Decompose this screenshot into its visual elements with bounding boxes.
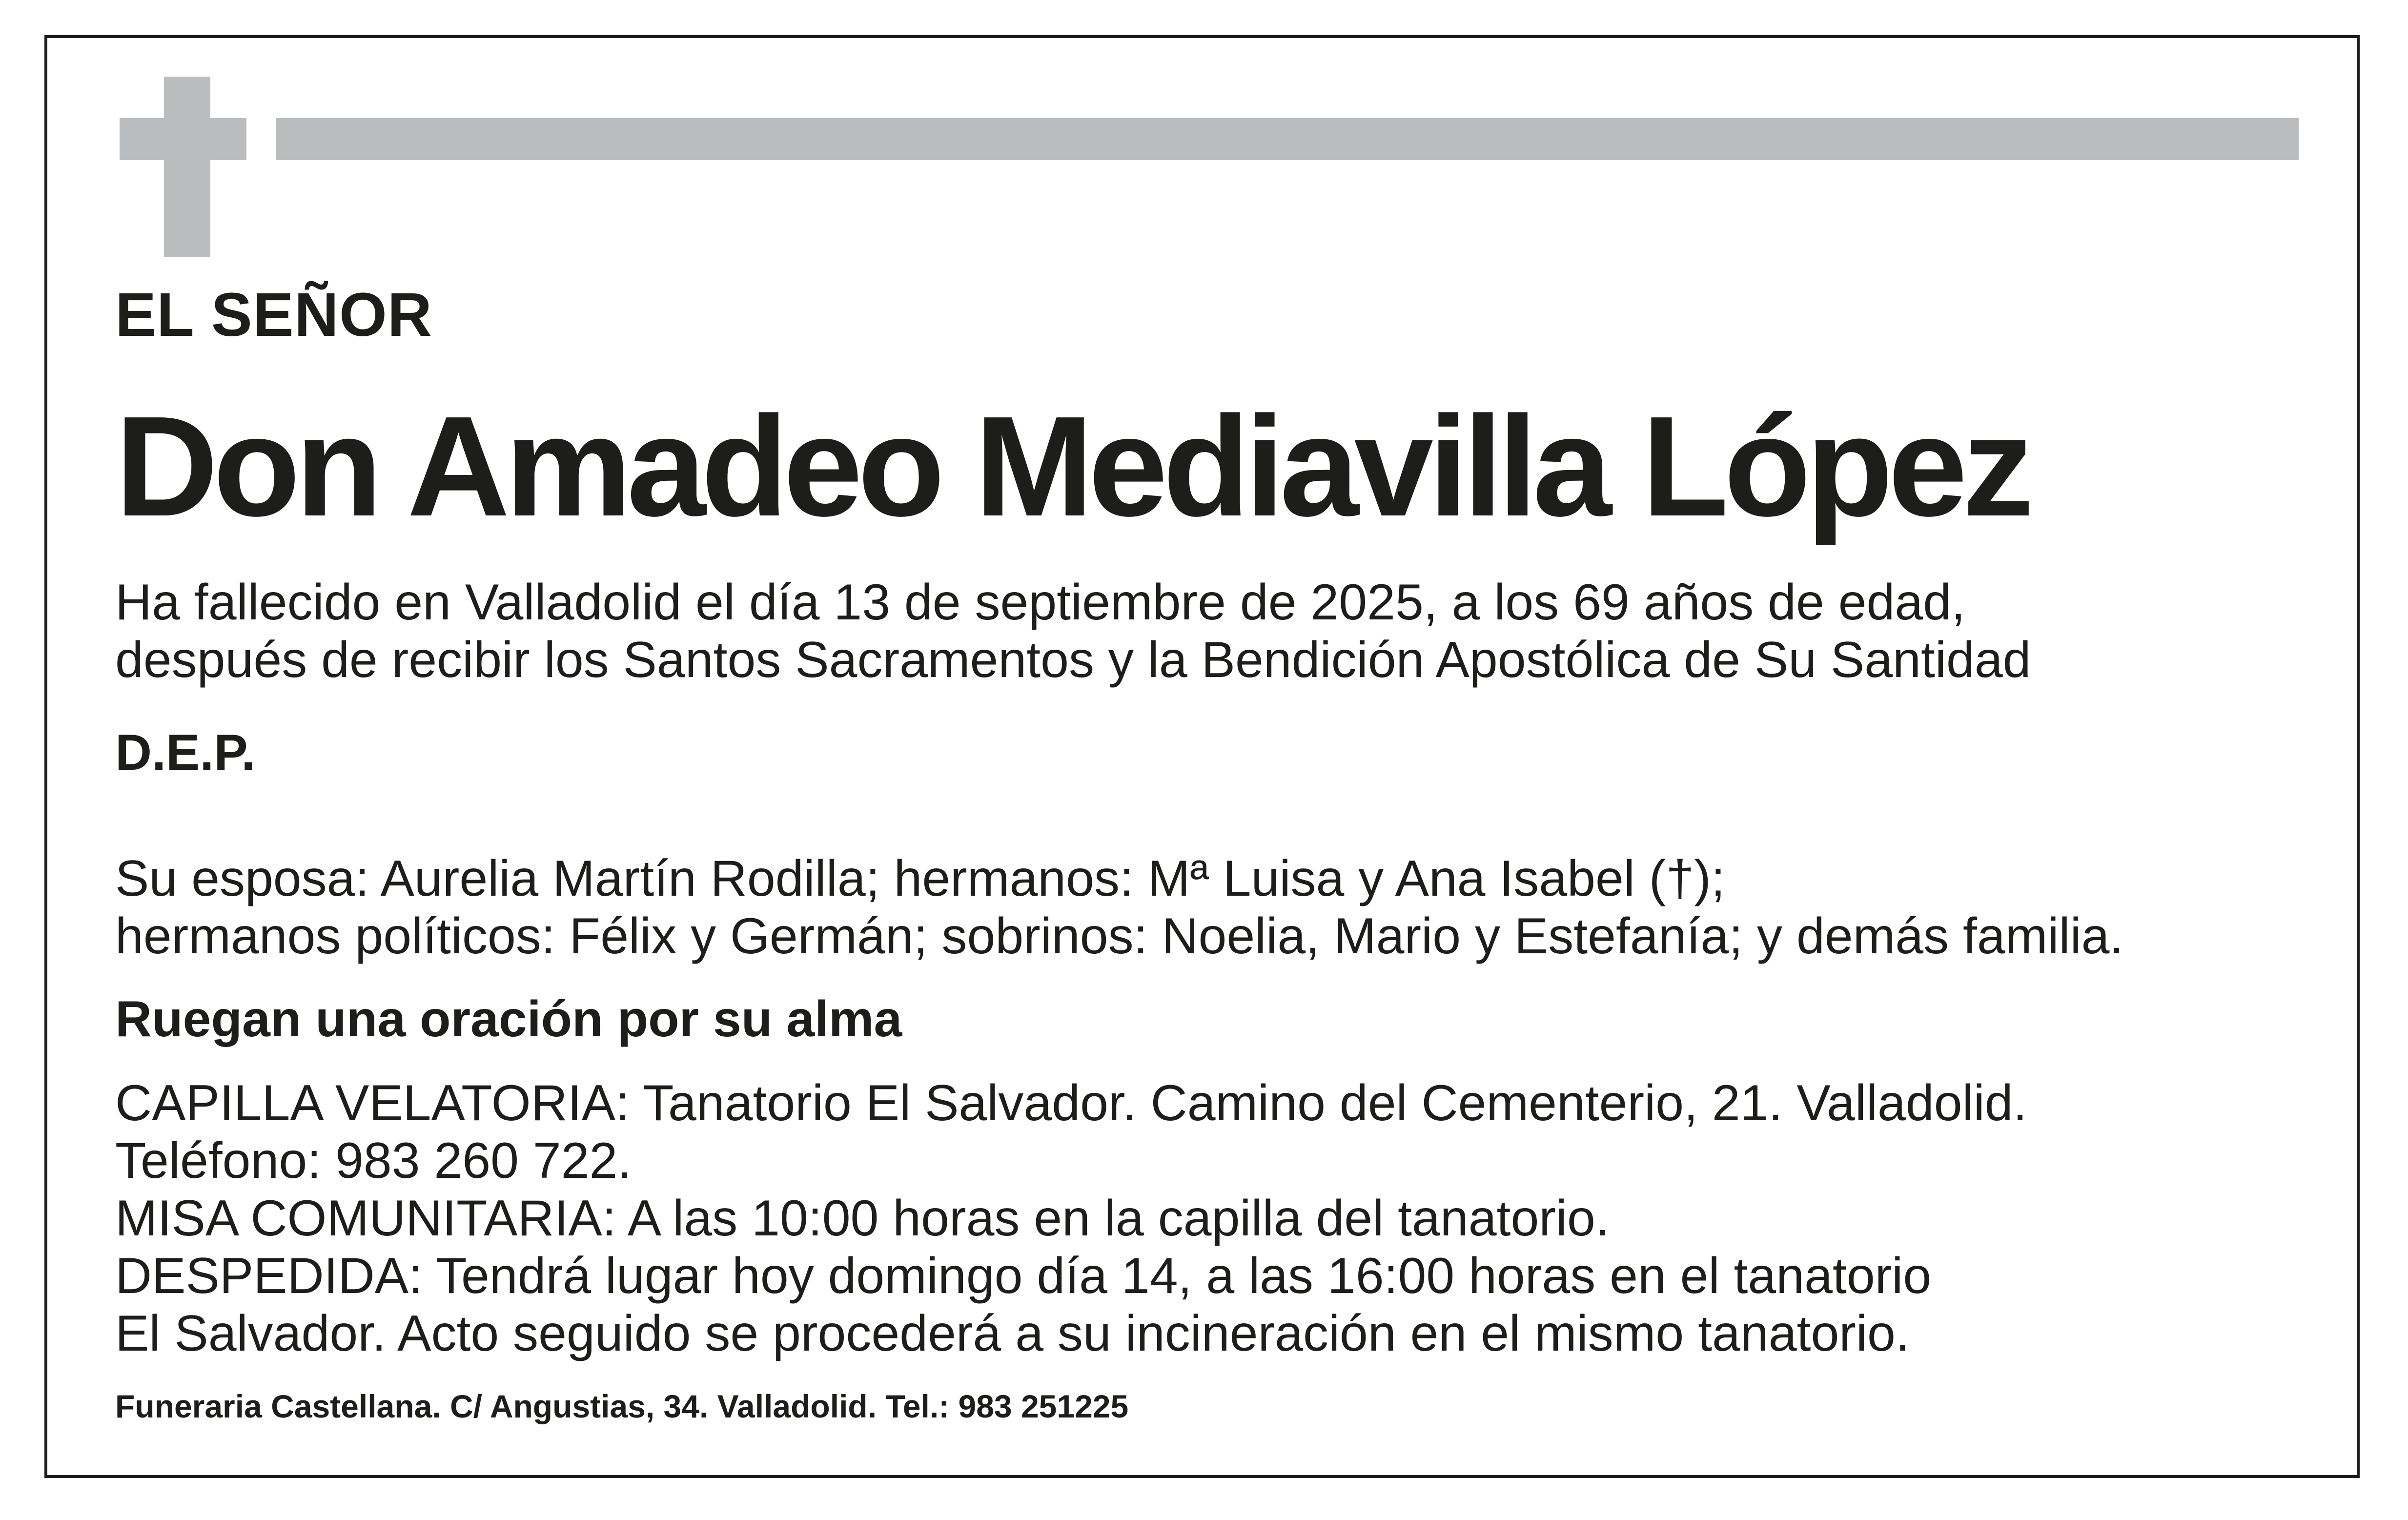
details-line: DESPEDIDA: Tendrá lugar hoy domingo día 14, a las 16:00 horas en el tanatorio — [115, 1248, 1932, 1304]
obituary-content — [115, 278, 2311, 1426]
heading: EL SEÑOR — [115, 280, 432, 349]
family-line: Su esposa: Aurelia Martín Rodilla; hermanos: Mª Luisa y Ana Isabel (†); — [115, 850, 1725, 907]
header-rule — [276, 118, 2299, 160]
prayer-request: Ruegan una oración por su alma — [115, 991, 902, 1048]
details-line: CAPILLA VELATORIA: Tanatorio El Salvador. Camino del Cementerio, 21. Valladolid. — [115, 1075, 2027, 1131]
cross-icon — [164, 77, 210, 257]
announcement-line: Ha fallecido en Valladolid el día 13 de septiembre de 2025, a los 69 años de edad, — [115, 574, 1965, 631]
funeral-home-footer: Funeraria Castellana. C/ Angustias, 34. Valladolid. Tel.: 983 251225 — [115, 1388, 1129, 1424]
deceased-name: Don Amadeo Mediavilla López — [115, 387, 2029, 546]
details-line: Teléfono: 983 260 722. — [115, 1132, 632, 1189]
announcement-line: después de recibir los Santos Sacramentos y la Bendición Apostólica de Su Santidad — [115, 632, 2031, 688]
family-line: hermanos políticos: Félix y Germán; sobrinos: Noelia, Mario y Estefanía; y demás familia. — [115, 908, 2124, 965]
family-list — [115, 850, 2311, 965]
cross-icon-arm — [120, 118, 246, 160]
service-details — [115, 1074, 2311, 1362]
details-line: El Salvador. Acto seguido se procederá a su incineración en el mismo tanatorio. — [115, 1305, 1910, 1362]
dep-label: D.E.P. — [115, 724, 256, 781]
details-line: MISA COMUNITARIA: A las 10:00 horas en la capilla del tanatorio. — [115, 1190, 1610, 1247]
announcement — [115, 574, 2311, 689]
